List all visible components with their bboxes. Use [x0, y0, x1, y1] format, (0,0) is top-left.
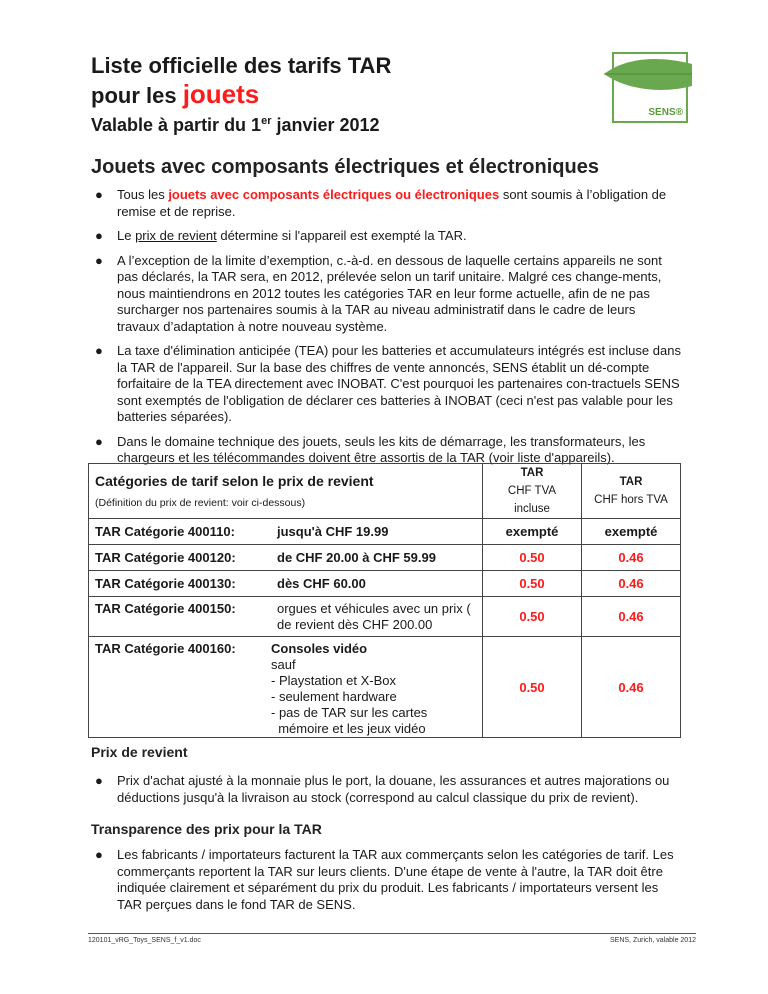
table-header-row: [89, 464, 681, 519]
table-row: [89, 637, 681, 738]
category-cell: TAR Catégorie 400110:: [89, 519, 272, 545]
bullet-icon: ●: [95, 228, 103, 243]
column-header-excl: [582, 464, 681, 519]
table-header-cell: [89, 464, 483, 519]
bullet-icon: ●: [95, 187, 103, 202]
range-cell: [271, 637, 483, 738]
value-incl: exempté: [483, 519, 582, 545]
value-incl: 0.50: [483, 597, 582, 637]
bullet-list-section3: [91, 847, 681, 921]
logo-text: SENS®: [648, 107, 683, 118]
range-line: mémoire et les jeux vidéo: [271, 721, 426, 736]
text: A l’exception de la limite d’exemption, c.-à-d. en dessous de laquelle certains appareils ne sont pas déclarés, la TAR sera, en 2012, prélevée selon un tarif unitaire. Malgré ces change-ments, nous maintiendrons en 2012 toutes les catégories TAR en leur forme actuelle, afin de ne pas surcharger nos partenaires soumis à la TAR au niveau administratif dans le cadre de leurs travaux d’adaptation à notre nouveau système.: [117, 252, 662, 334]
list-item: [91, 253, 681, 336]
value-excl: 0.46: [582, 597, 681, 637]
bullet-icon: ●: [95, 252, 103, 268]
list-item: [91, 434, 681, 467]
range-cell: dès CHF 60.00: [271, 571, 483, 597]
section-heading-transparence: Transparence des prix pour la TAR: [91, 821, 322, 837]
title-highlight: jouets: [182, 79, 260, 109]
tariff-table: [88, 463, 681, 738]
text: Tous les: [117, 187, 169, 202]
footer-filename: 120101_vRG_Toys_SENS_f_v1.doc: [88, 937, 201, 944]
value-excl: 0.46: [582, 637, 681, 738]
value-incl: 0.50: [483, 571, 582, 597]
prix-de-revient-link[interactable]: prix de revient: [135, 228, 217, 243]
subtitle-sup: er: [261, 115, 272, 127]
leaf-icon: [602, 56, 694, 96]
col-label: TAR: [619, 476, 643, 488]
list-item: [91, 847, 681, 913]
table-row: [89, 571, 681, 597]
document-title: Liste officielle des tarifs TAR: [91, 53, 392, 78]
footer-info: SENS, Zurich, valable 2012: [610, 937, 696, 944]
text: Dans le domaine technique des jouets, seuls les kits de démarrage, les transformateurs, les chargeurs et les télécommandes doivent être assortis de la TAR (voir liste d'appareils).: [117, 433, 646, 465]
value-excl: 0.46: [582, 545, 681, 571]
section-heading-prix-de-revient: Prix de revient: [91, 744, 188, 760]
range-line: - seulement hardware: [271, 689, 397, 704]
subtitle-prefix: Valable à partir du 1: [91, 115, 262, 135]
list-item: [91, 228, 681, 245]
range-cell: jusqu'à CHF 19.99: [271, 519, 483, 545]
document-title-line2: [91, 80, 259, 110]
value-incl: 0.50: [483, 545, 582, 571]
range-line: sauf: [271, 657, 296, 672]
sens-logo: [612, 52, 688, 123]
title-prefix: pour les: [91, 83, 183, 108]
text: Le: [117, 228, 136, 243]
list-item: [91, 343, 681, 426]
table-row: [89, 519, 681, 545]
text: La taxe d'élimination anticipée (TEA) pour les batteries et accumulateurs intégrés est incluse dans la TAR de l'appareil. Sur la base des chiffres de vente annoncés, SENS établit un dé-compte forfaitaire de la TEA directement avec INOBAT. C'est pourquoi les partenaires con-tractuels SENS sont exemptés de l'obligation de déclarer ces batteries à INOBAT (ceci n'est pas valable pour les batteries séparées).: [117, 343, 681, 424]
category-cell: TAR Catégorie 400160:: [89, 637, 272, 738]
text: détermine si l'appareil est exempté la TAR.: [216, 228, 467, 243]
range-line: - Playstation et X-Box: [271, 673, 396, 688]
category-cell: TAR Catégorie 400130:: [89, 571, 272, 597]
bullet-list-section1: [91, 187, 681, 475]
table-row: [89, 597, 681, 637]
validity-subtitle: [91, 113, 380, 137]
range-line: orgues et véhicules avec un prix (: [277, 600, 471, 616]
column-header-incl: [483, 464, 582, 519]
range-title: Consoles vidéo: [271, 641, 368, 656]
list-item: [91, 187, 681, 220]
section-heading-electronic-toys: Jouets avec composants électriques et électroniques: [91, 156, 599, 178]
text: Prix d'achat ajusté à la monnaie plus le port, la douane, les assurances et autres majorations ou déductions jusqu'à la livraison au stock (correspond au calcul classique du prix de revient).: [117, 773, 670, 805]
range-line: - pas de TAR sur les cartes: [271, 705, 428, 720]
range-cell: [271, 597, 483, 637]
col-label: CHF hors TVA: [594, 494, 668, 506]
bullet-icon: ●: [95, 773, 103, 788]
value-incl: 0.50: [483, 637, 582, 738]
range-cell: de CHF 20.00 à CHF 59.99: [271, 545, 483, 571]
bullet-icon: ●: [95, 433, 103, 449]
bullet-icon: ●: [95, 343, 103, 358]
list-item: [91, 773, 681, 806]
category-cell: TAR Catégorie 400120:: [89, 545, 272, 571]
col-label: CHF TVA incluse: [507, 485, 557, 515]
text: sont soumis à l’obligation de remise et de reprise.: [117, 187, 667, 219]
text: Les fabricants / importateurs facturent la TAR aux commerçants selon les catégories de tarif. Les commerçants reportent la TAR sur leurs clients. D'une étape de vente à l'autre, la TAR doit être indiquée clairement et séparément du prix du produit. Les fabricants / importateurs versent les TAR perçues dans le fond TAR de SENS.: [117, 847, 674, 912]
subtitle-suffix: janvier 2012: [271, 115, 380, 135]
table-row: [89, 545, 681, 571]
value-excl: 0.46: [582, 571, 681, 597]
col-label: TAR: [520, 467, 544, 479]
bullet-list-section2: [91, 773, 681, 814]
range-line: de revient dès CHF 200.00: [277, 616, 433, 632]
table-note: (Définition du prix de revient: voir ci-dessous): [95, 497, 306, 509]
highlighted-text: jouets avec composants électriques ou électroniques: [168, 187, 500, 202]
category-cell: TAR Catégorie 400150:: [89, 597, 272, 637]
table-title: Catégories de tarif selon le prix de revient: [95, 473, 374, 489]
bullet-icon: ●: [95, 847, 103, 862]
value-excl: exempté: [582, 519, 681, 545]
footer-divider: [88, 933, 696, 934]
